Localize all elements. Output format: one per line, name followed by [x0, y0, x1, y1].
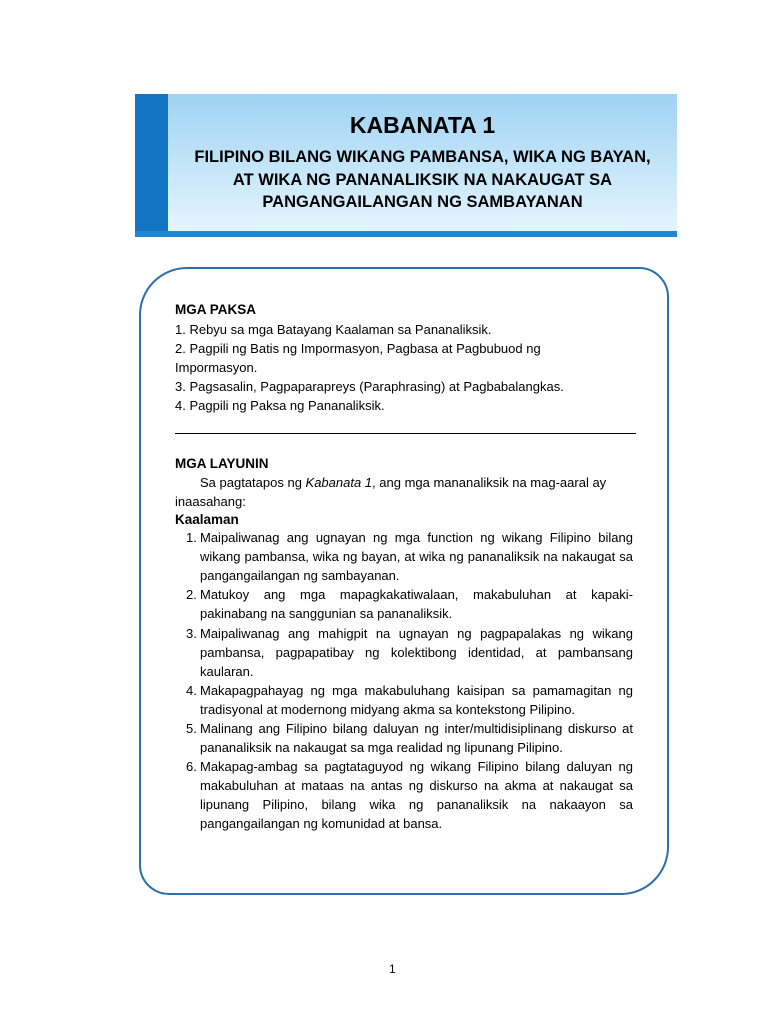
page-number: 1: [389, 962, 396, 976]
chapter-title-line: FILIPINO BILANG WIKANG PAMBANSA, WIKA NG BAYAN,: [194, 148, 651, 166]
objective-text: Makapag-ambag sa pagtataguyod ng wikang Filipino bilang daluyan ng makabuluhan at mataas na antas ng diskurso na akma at nakaugat sa lipunang Pilipino, bilang wika ng pananaliksik na nakaayon sa pangangailangan ng komunidad at bansa.: [200, 759, 633, 832]
objective-item: [175, 757, 633, 833]
objective-text: Matukoy ang mga mapagkakatiwalaan, makabuluhan at kapaki-pakinabang na sanggunian sa pananaliksik.: [200, 587, 633, 622]
objective-number: 5.: [186, 721, 197, 737]
chapter-title: [168, 146, 677, 214]
intro-text: Sa pagtatapos ng: [200, 475, 306, 490]
banner-accent-bar: [135, 94, 168, 231]
objective-number: 6.: [186, 759, 197, 775]
topic-line: 2. Pagpili ng Batis ng Impormasyon, Pagbasa at Pagbubuod ng: [175, 341, 541, 356]
objectives-intro: [200, 473, 637, 492]
objectives-intro-cont: inaasahang:: [175, 494, 246, 509]
topic-line: Impormasyon.: [175, 360, 258, 375]
knowledge-subheading: Kaalaman: [175, 512, 239, 527]
chapter-title-line: PANGANGAILANGAN NG SAMBAYANAN: [262, 193, 583, 211]
intro-text: , ang mga mananaliksik na mag-aaral ay: [372, 475, 607, 490]
objectives-heading: MGA LAYUNIN: [175, 456, 269, 471]
topic-line: 4. Pagpili ng Paksa ng Pananaliksik.: [175, 398, 385, 413]
banner-bottom-rule: [135, 231, 677, 237]
topic-line: 3. Pagsasalin, Pagpaparapreys (Paraphrasing) at Pagbabalangkas.: [175, 379, 564, 394]
objective-text: Maipaliwanag ang mahigpit na ugnayan ng pagpapalakas ng wikang pambansa, pagpapatibay ng kolektibong identidad, at pambansang kaularan.: [200, 625, 633, 679]
intro-emphasis: Kabanata 1: [305, 475, 373, 490]
topic-line: 1. Rebyu sa mga Batayang Kaalaman sa Pananaliksik.: [175, 322, 492, 337]
objective-item: [175, 681, 633, 719]
objective-text: Malinang ang Filipino bilang daluyan ng inter/multidisiplinang diskurso at pananaliksik na nakaugat sa mga realidad ng lipunang Pilipino.: [200, 721, 633, 756]
chapter-label: KABANATA 1: [349, 112, 496, 138]
objective-item: [175, 624, 633, 681]
objectives-list: [175, 528, 633, 834]
objective-item: [175, 528, 633, 585]
chapter-banner: [135, 94, 677, 231]
topics-heading: MGA PAKSA: [175, 302, 256, 317]
objective-item: [175, 719, 633, 757]
section-divider: [175, 433, 636, 434]
objective-number: 2.: [186, 587, 197, 603]
objective-text: Maipaliwanag ang ugnayan ng mga function ng wikang Filipino bilang wikang pambansa, wika ng bayan, at wika ng pananaliksik na nakaugat sa pangangailangan ng sambayanan.: [200, 530, 633, 583]
objective-item: [175, 585, 633, 623]
objective-number: 3.: [186, 625, 197, 641]
objective-number: 4.: [186, 682, 197, 698]
objective-number: 1.: [186, 530, 197, 545]
chapter-title-line: AT WIKA NG PANANALIKSIK NA NAKAUGAT SA: [232, 170, 613, 189]
objective-text: Makapagpahayag ng mga makabuluhang kaisipan sa pamamagitan ng tradisyonal at modernong midyang akma sa kontekstong Pilipino.: [200, 682, 633, 717]
